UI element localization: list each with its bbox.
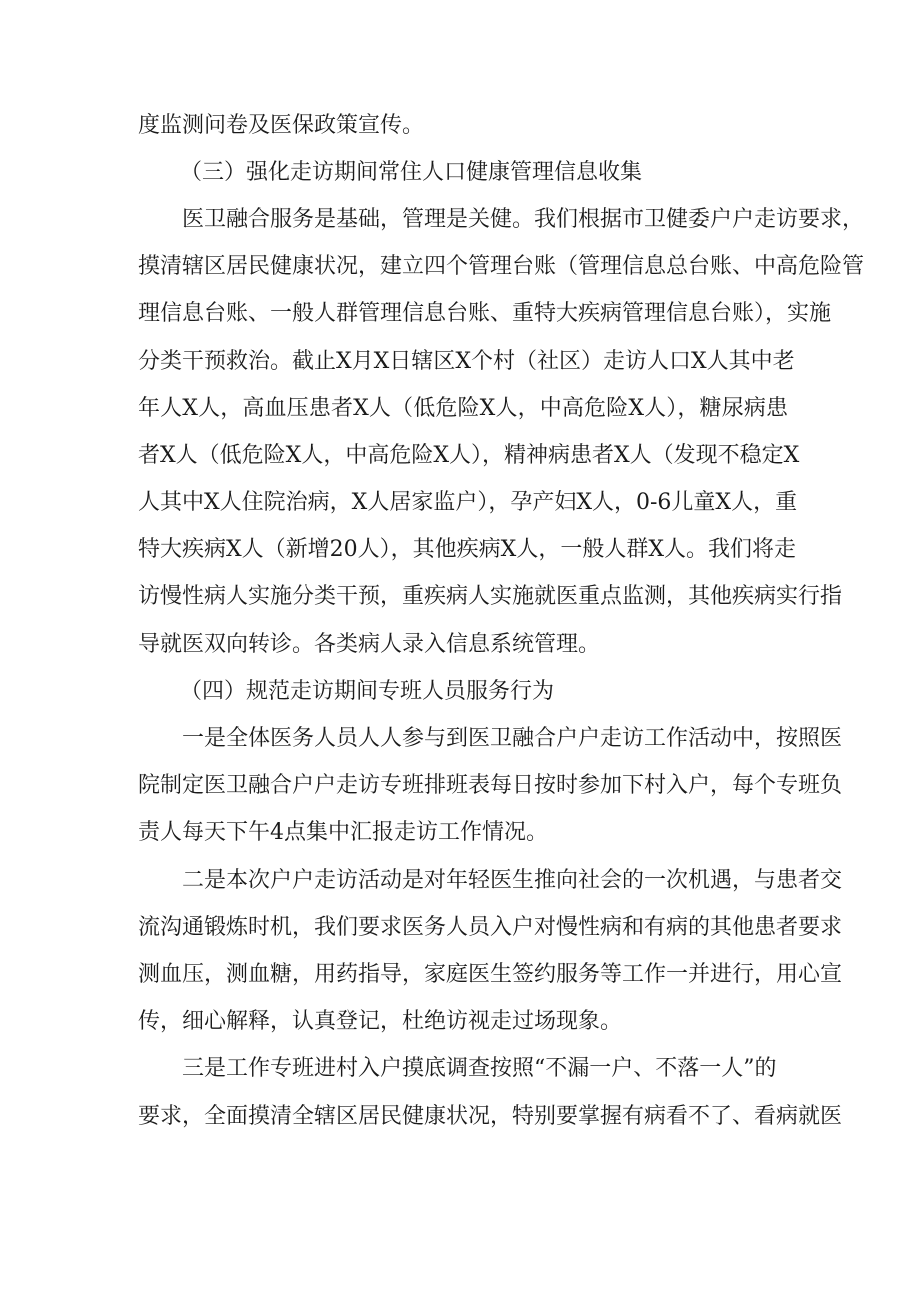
- paragraph-line: 人其中X人住院治病，X人居家监户），孕产妇X人，0-6儿童X人，重: [138, 490, 798, 515]
- section-heading: （四）规范走访期间专班人员服务行为: [180, 679, 555, 704]
- paragraph-line: 特大疾病X人（新增20人），其他疾病X人，一般人群X人。我们将走: [138, 537, 796, 562]
- paragraph-line: 要求，全面摸清全辖区居民健康状况，特别要掌握有病看不了、看病就医: [138, 1104, 843, 1129]
- paragraph-line: 三是工作专班进村入户摸底调查按照“不漏一户、不落一人”的: [182, 1056, 777, 1081]
- paragraph-line: 理信息台账、一般人群管理信息台账、重特大疾病管理信息台账），实施: [138, 301, 832, 326]
- paragraph-line: 测血压，测血糖，用药指导，家庭医生签约服务等工作一并进行，用心宣: [138, 962, 843, 987]
- paragraph-line: 度监测问卷及医保政策宣传。: [138, 113, 425, 138]
- paragraph-line: 责人每天下午4点集中汇报走访工作情况。: [138, 820, 548, 845]
- paragraph-line: 年人X人，高血压患者X人（低危险X人，中高危险X人），糖尿病患: [138, 396, 788, 421]
- paragraph-line: 二是本次户户走访活动是对年轻医生推向社会的一次机遇，与患者交: [182, 868, 843, 893]
- paragraph-line: 医卫融合服务是基础，管理是关健。我们根据市卫健委户户走访要求，: [182, 207, 865, 232]
- paragraph-line: 院制定医卫融合户户走访专班排班表每日按时参加下村入户，每个专班负: [138, 773, 843, 798]
- paragraph-line: 访慢性病人实施分类干预，重疾病人实施就医重点监测，其他疾病实行指: [138, 584, 843, 609]
- paragraph-line: 一是全体医务人员人人参与到医卫融合户户走访工作活动中，按照医: [182, 726, 843, 751]
- paragraph-line: 者X人（低危险X人，中高危险X人），精神病患者X人（发现不稳定X: [138, 443, 800, 468]
- paragraph-line: 流沟通锻炼时机，我们要求医务人员入户对慢性病和有病的其他患者要求: [138, 915, 843, 940]
- paragraph-line: 分类干预救治。截止X月X日辖区X个村（社区）走访人口X人其中老: [138, 349, 795, 374]
- paragraph-line: 传，细心解释，认真登记，杜绝访视走过场现象。: [138, 1009, 623, 1034]
- section-heading: （三）强化走访期间常住人口健康管理信息收集: [180, 160, 643, 185]
- paragraph-line: 摸清辖区居民健康状况，建立四个管理台账（管理信息总台账、中高危险管: [138, 254, 865, 279]
- paragraph-line: 导就医双向转诊。各类病人录入信息系统管理。: [138, 632, 601, 657]
